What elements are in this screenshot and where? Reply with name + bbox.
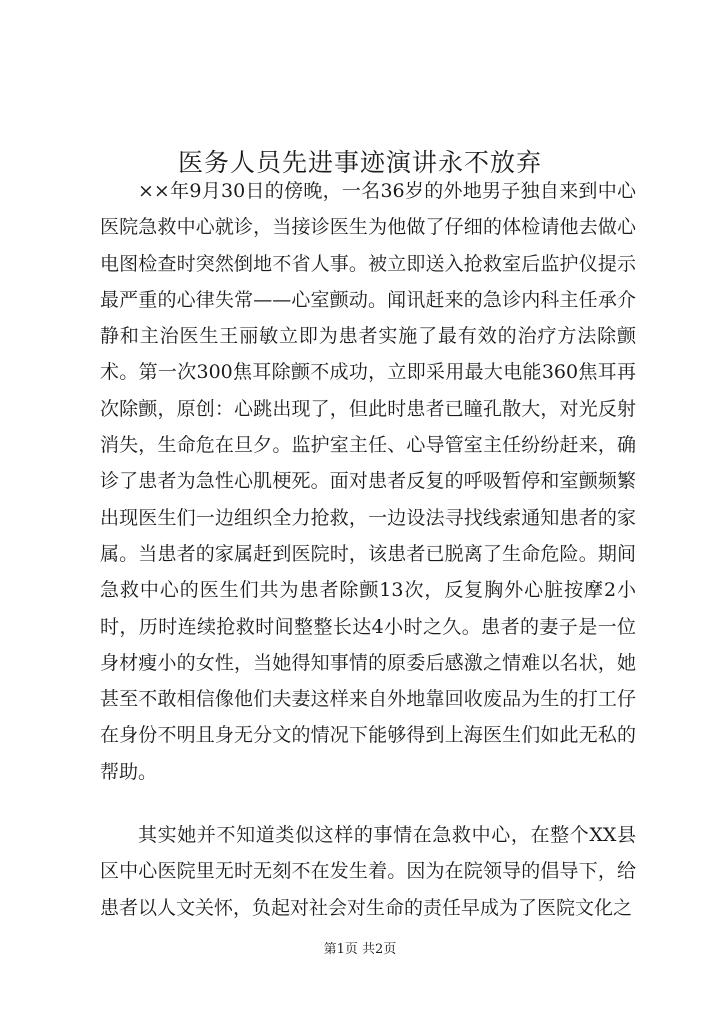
body-paragraph-2: 其实她并不知道类似这样的事情在急救中心，在整个XX县区中心医院里无时无刻不在发生着。因为在院领导的倡导下，给患者以人文关怀，负起对社会对生命的责任早成为了医院文化之 <box>100 824 636 919</box>
document-title: 医务人员先进事迹演讲永不放弃 <box>177 147 542 177</box>
page-footer: 第1页 共2页 <box>323 942 397 957</box>
body-paragraph-1: ××年9月30日的傍晚，一名36岁的外地男子独自来到中心医院急救中心就诊，当接诊医生为他做了仔细的体检请他去做心电图检查时突然倒地不省人事。被立即送入抢救室后监护仪提示最严重的心律失常——心室颤动。闻讯赶来的急诊内科主任承介静和主治医生王丽敏立即为患者实施了最有效的治疗方法除颤术。第一次300焦耳除颤不成功，立即采用最大电能360焦耳再次除颤，原创：心跳出现了，但此时患者已瞳孔散大，对光反射消失，生命危在旦夕。监护室主任、心导管室主任纷纷赶来，确诊了患者为急性心肌梗死。面对患者反复的呼吸暂停和室颤频繁出现医生们一边组织全力抢救，一边设法寻找线索通知患者的家属。当患者的家属赶到医院时，该患者已脱离了生命危险。期间急救中心的医生们共为患者除颤13次，反复胸外心脏按摩2小时，历时连续抢救时间整整长达4小时之久。患者的妻子是一位身材瘦小的女性，当她得知事情的原委后感激之情难以名状，她甚至不敢相信像他们夫妻这样来自外地靠回收废品为生的打工仔在身份不明且身无分文的情况下能够得到上海医生们如此无私的帮助。 <box>100 180 636 783</box>
